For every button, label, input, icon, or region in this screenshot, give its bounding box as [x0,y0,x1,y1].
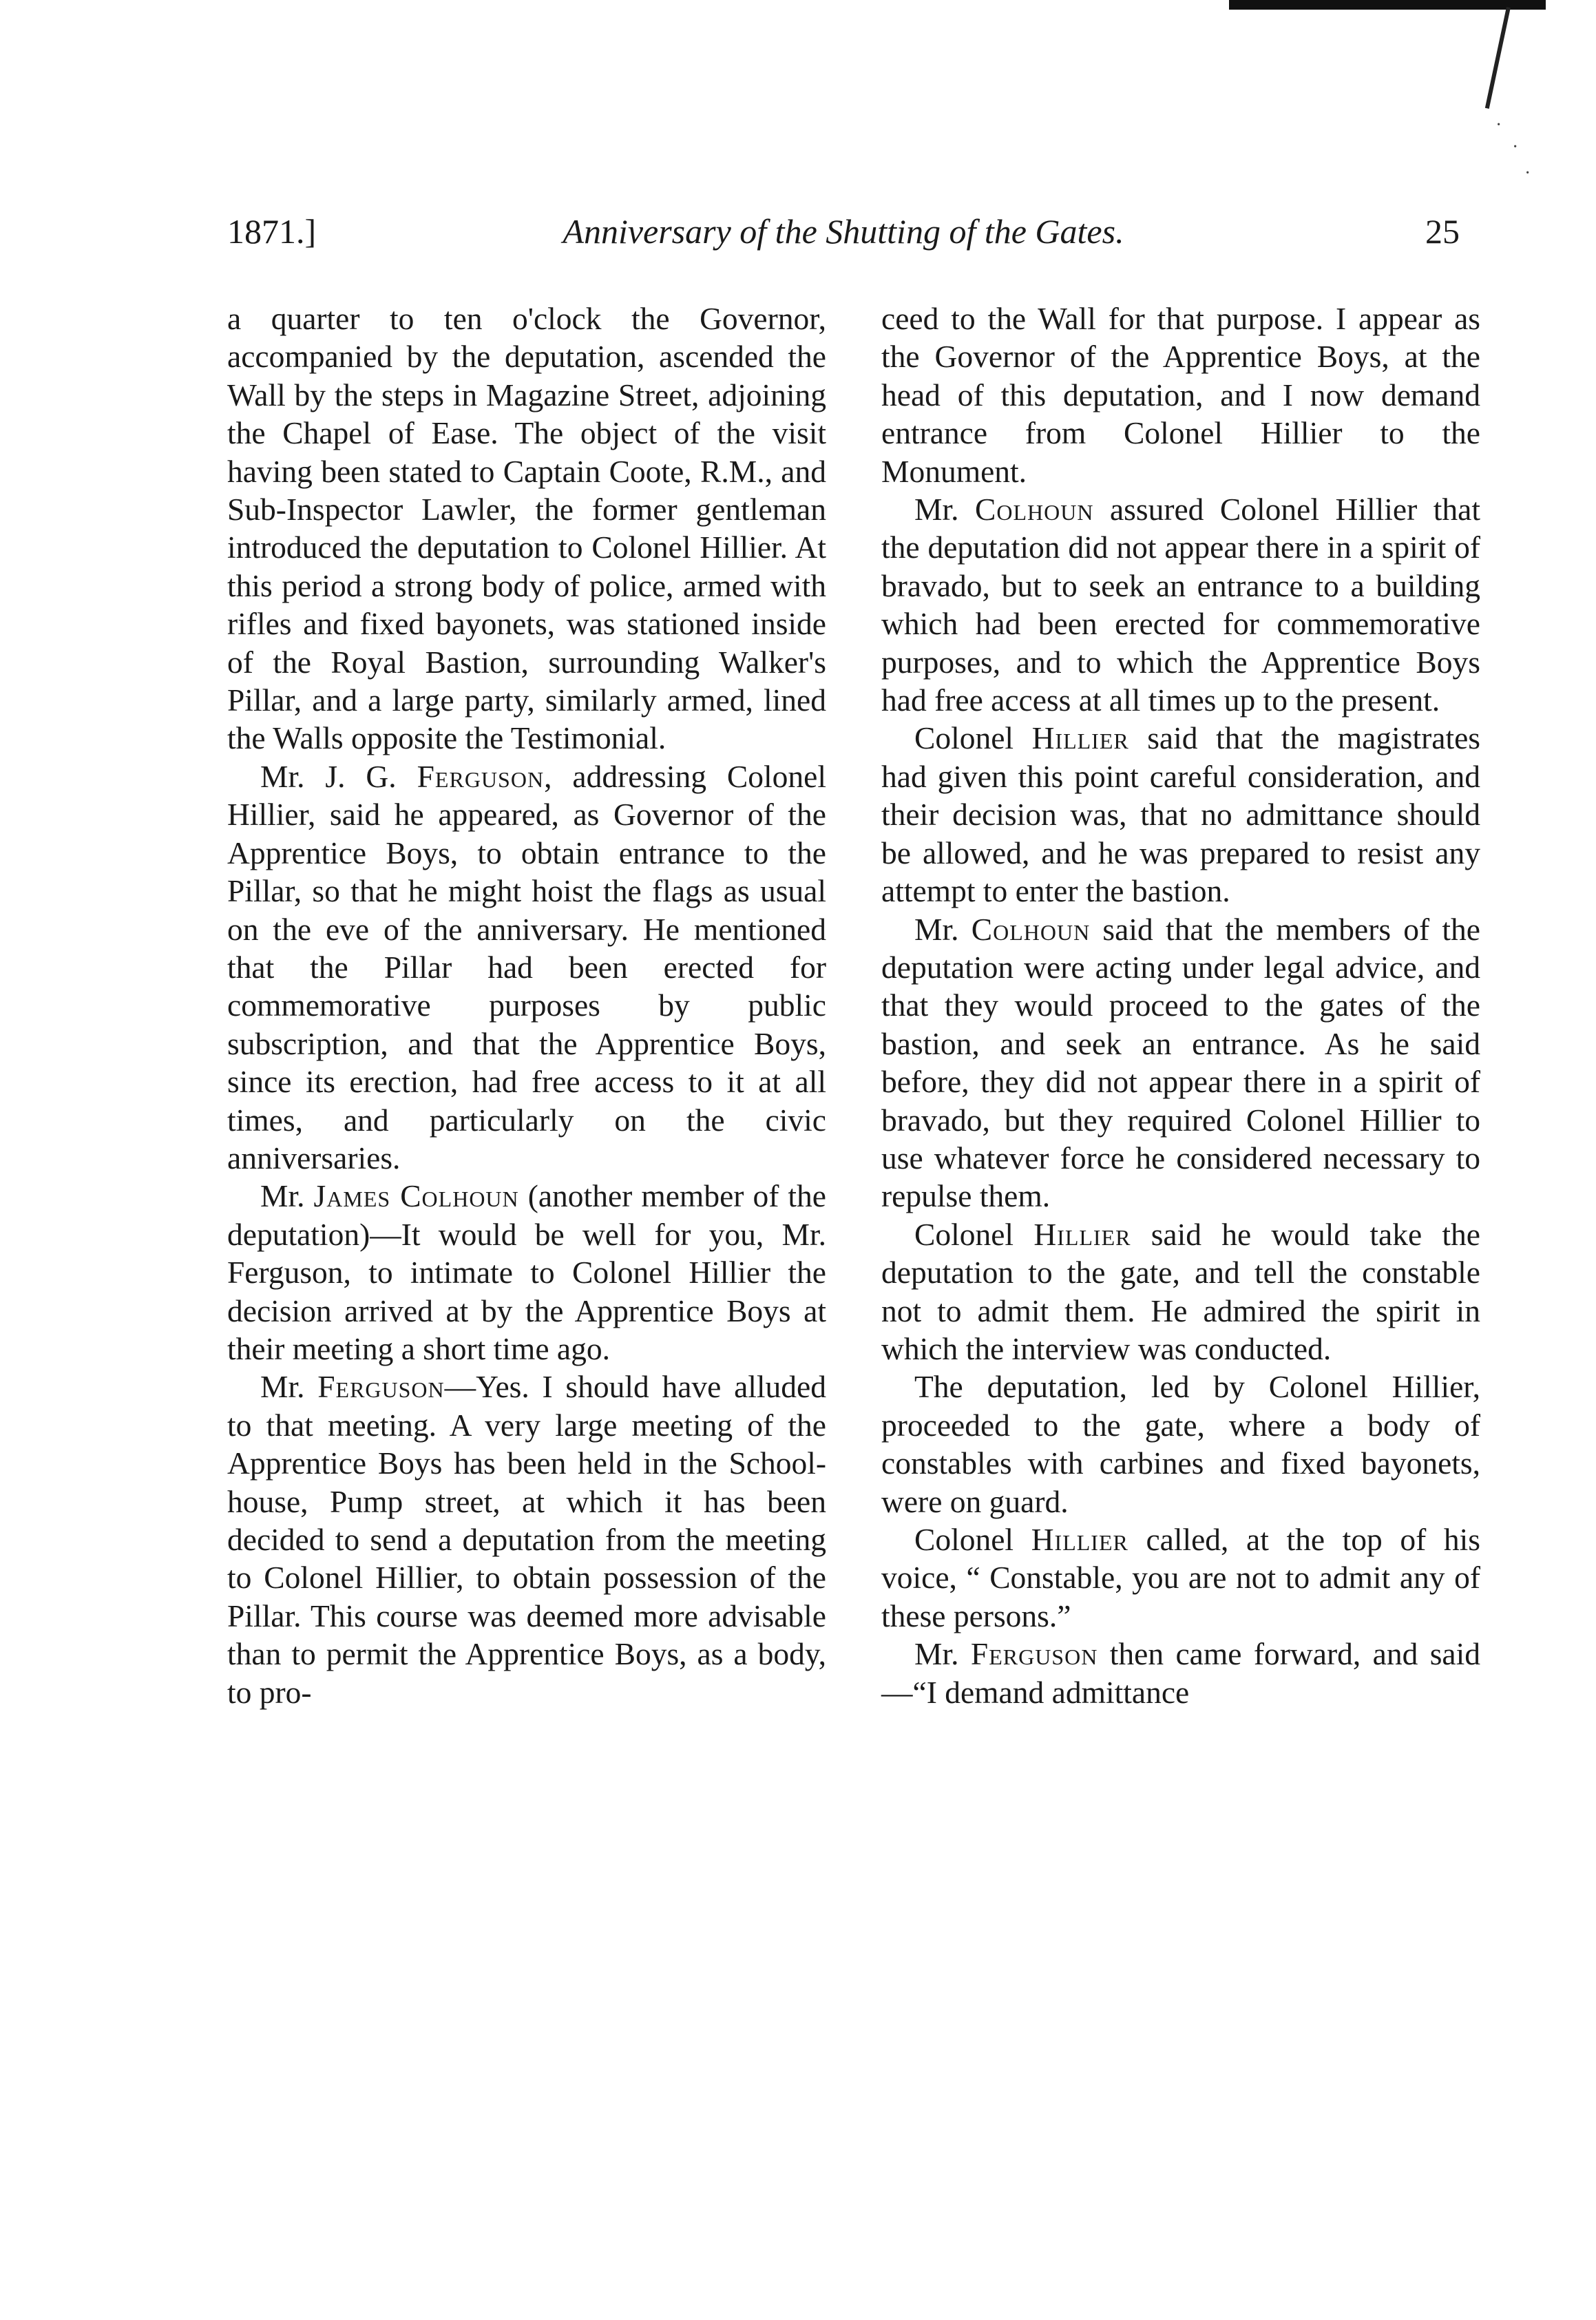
speaker-name: Ferguson [317,1369,445,1405]
header-year: 1871.] [227,212,317,251]
right-column [881,300,1480,1711]
speaker-prefix: Colonel [914,1522,1014,1557]
running-header [227,204,1460,259]
paragraph-text: assured Colonel Hillier that the deputation did not appear there in a spirit of bravado, but to seek an entrance to a building which had been erected for commemorative purposes, and to which the Apprentice Boys had free access at all times up to the present. [881,492,1481,718]
paragraph [227,1177,826,1368]
paragraph [881,719,1480,910]
speaker-prefix: Mr. [914,1636,959,1672]
paragraph-text: said he would take the deputation to the gate, and tell the constable not to admit them. He admired the spirit in which the interview was conducted. [881,1216,1480,1366]
paragraph [881,300,1480,490]
paragraph-text: —Yes. I should have alluded to that meeting. A very large meeting of the Apprentice Boys has been held in the School-house, Pump street, at which it has been decided to send a deputation from the meeting to Colonel Hillier, to obtain possession of the Pillar. This course was deemed more advisable than to permit the Apprentice Boys, as a body, to pro- [227,1369,826,1710]
speaker-name: Ferguson [970,1636,1098,1672]
paragraph-text: said that the members of the deputation were acting under legal advice, and that they would proceed to the gates of the bastion, and seek an entrance. As he said before, they did not appear there in a spirit of bravado, but they required Colonel Hillier to use whatever force he considered necessary to repulse them. [881,911,1480,1214]
paragraph [881,1215,1480,1368]
speaker-name: Hillier [1031,720,1129,756]
paragraph-text: then came forward, and said—“I demand admittance [881,1636,1481,1710]
speaker-name: Colhoun [975,492,1094,527]
paragraph [881,1368,1480,1520]
corner-speck: · [1512,136,1519,158]
paragraph [227,300,826,757]
speaker-prefix: Colonel [914,1216,1014,1252]
speaker-prefix: Mr. J. G. [260,758,397,794]
speaker-prefix: Mr. [260,1178,305,1214]
paragraph-text: said that the magistrates had given this point careful consideration, and their decision was, that no admittance should be allowed, and he was prepared to resist any attempt to enter the bastion. [881,720,1481,909]
paragraph [227,757,826,1177]
paragraph [227,1368,826,1711]
left-column [227,300,826,1711]
paragraph-text: (another member of the deputation)—It would be well for you, Mr. Ferguson, to intimate to Colonel Hillier the decision arrived at by the Apprentice Boys at their meeting a short time ago. [227,1178,827,1366]
paragraph [881,1635,1480,1711]
speaker-name: Colhoun [971,911,1091,947]
paragraph-text: , addressing Colonel Hillier, said he appeared, as Governor of the Apprentice Boys, to obtain entrance to the Pillar, so that he might hoist the flags as usual on the eve of the anniversary. He mentioned that the Pillar had been erected for commemorative purposes by public subscription, and that the Apprentice Boys, since its erection, had free access to it at all times, and particularly on the civic anniversaries. [227,758,826,1175]
paragraph [881,490,1480,719]
paragraph [881,1520,1480,1635]
paragraph [881,910,1480,1215]
paragraph-text: The deputation, led by Colonel Hillier, proceeded to the gate, where a body of constables with carbines and fixed bayonets, were on guard. [881,1369,1480,1519]
top-edge-rule [1229,0,1546,10]
speaker-prefix: Mr. [914,492,959,527]
page-number: 25 [1425,212,1460,251]
speaker-prefix: Colonel [914,720,1014,756]
paragraph-text: ceed to the Wall for that purpose. I appear as the Governor of the Apprentice Boys, at the head of this deputation, and I now demand entrance from Colonel Hillier to the Monument. [881,301,1480,489]
paragraph-text: a quarter to ten o'clock the Governor, accompanied by the deputation, ascended the Wall by the steps in Magazine Street, adjoining the Chapel of Ease. The object of the visit having been stated to Captain Coote, R.M., and Sub-Inspector Lawler, the former gentleman introduced the deputation to Colonel Hillier. At this period a strong body of police, armed with rifles and fixed bayonets, was stationed inside of the Royal Bastion, surrounding Walker's Pillar, and a large party, similarly armed, lined the Walls opposite the Testimonial. [227,301,826,756]
speaker-name: Ferguson [417,758,545,794]
speaker-name: Hillier [1033,1216,1131,1252]
speaker-prefix: Mr. [914,911,959,947]
header-title: Anniversary of the Shutting of the Gates. [563,212,1124,251]
speaker-name: James Colhoun [313,1178,519,1214]
corner-pencil-mark [1485,7,1511,109]
paragraph-text: called, at the top of his voice, “ Constable, you are not to admit any of these persons.” [881,1522,1481,1633]
speaker-prefix: Mr. [260,1369,305,1405]
corner-speck: · [1524,163,1531,184]
speaker-name: Hillier [1031,1522,1128,1557]
corner-speck: · [1495,114,1502,136]
